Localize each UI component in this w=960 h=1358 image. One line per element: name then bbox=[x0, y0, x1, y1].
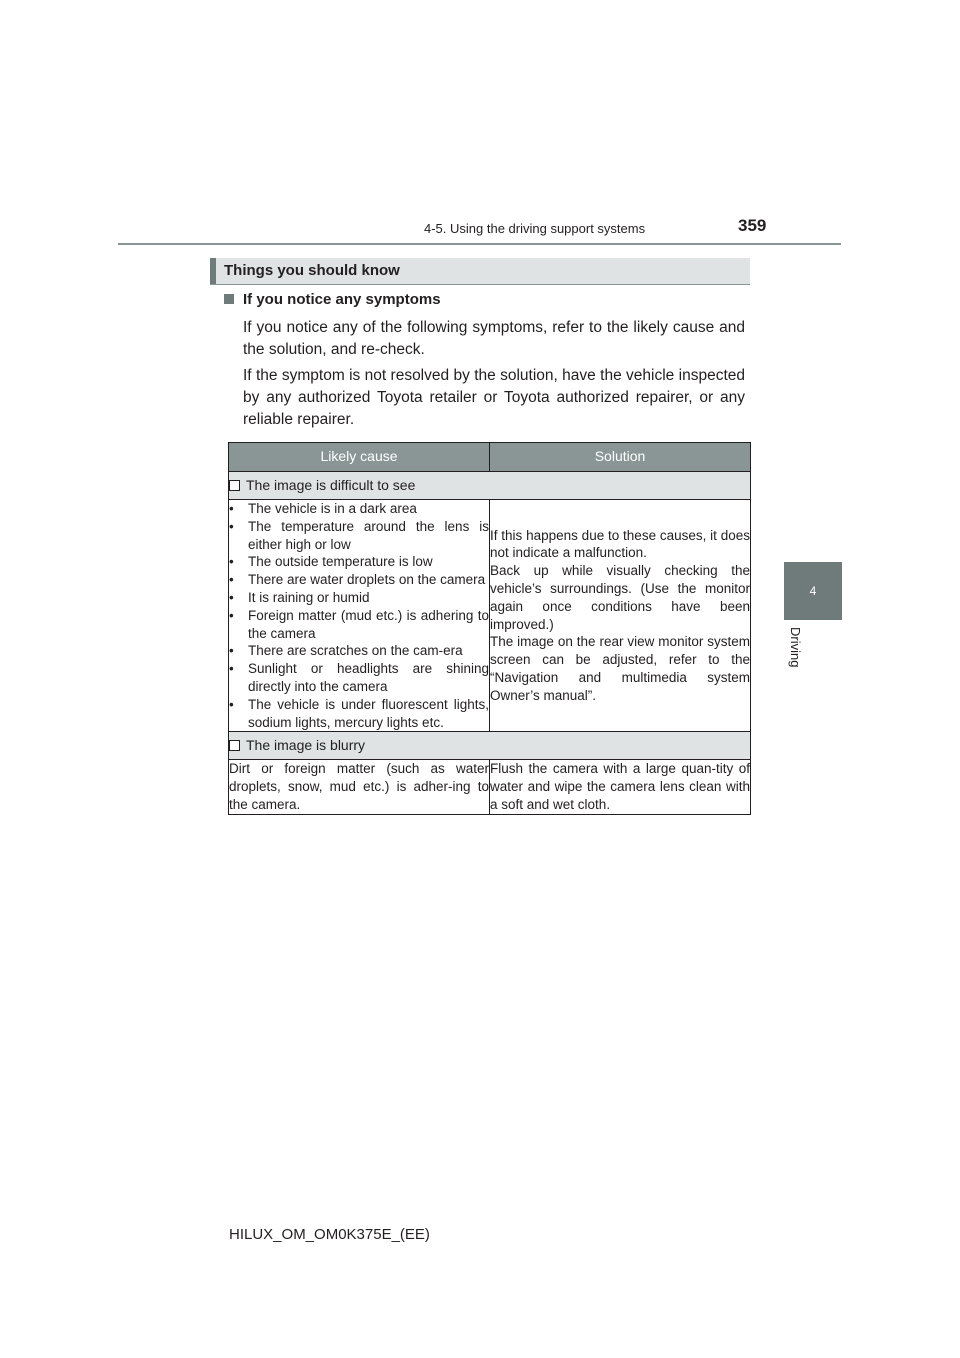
group-title: The image is difficult to see bbox=[246, 476, 416, 493]
cause-text: The vehicle is under fluorescent lights, sodium lights, mercury lights etc. bbox=[248, 696, 489, 730]
table-row bbox=[229, 760, 751, 814]
cause-text: The temperature around the lens is either high or low bbox=[248, 518, 489, 552]
list-item: • The outside temperature is low bbox=[229, 554, 433, 570]
header-rule bbox=[118, 243, 841, 245]
checkbox-icon bbox=[229, 740, 240, 751]
list-item: • It is raining or humid bbox=[229, 589, 370, 605]
group-title-cell bbox=[229, 472, 751, 500]
repair-paragraph: If the symptom is not resolved by the solution, have the vehicle inspected by any authorized Toyota retailer or Toyota authorized repairer, or any reliable repairer. bbox=[243, 367, 745, 428]
solution-line: Back up while visually checking the vehicle’s surroundings. (Use the monitor again once conditions have been improved.) bbox=[490, 563, 750, 632]
column-header-solution: Solution bbox=[490, 443, 751, 472]
symptom-table bbox=[228, 442, 751, 815]
solution-cell: Flush the camera with a large quan-tity of water and wipe the camera lens clean with a soft and wet cloth. bbox=[490, 760, 751, 814]
solution-line: If this happens due to these causes, it does not indicate a malfunction. bbox=[490, 527, 750, 561]
table-header-row bbox=[229, 443, 751, 472]
page-number: 359 bbox=[738, 216, 767, 235]
list-item: • Sunlight or headlights are shining directly into the camera bbox=[229, 661, 489, 694]
square-bullet-icon bbox=[224, 294, 234, 304]
header-section-title: 4-5. Using the driving support systems bbox=[424, 221, 646, 236]
sub-heading-text: If you notice any symptoms bbox=[243, 291, 441, 308]
heading-accent bbox=[210, 258, 216, 284]
cause-text: Foreign matter (mud etc.) is adhering to the camera bbox=[248, 607, 489, 641]
group-row-difficult bbox=[229, 472, 751, 500]
list-item: • The vehicle is under fluorescent lights, sodium lights, mercury lights etc. bbox=[229, 696, 489, 730]
chapter-label: Driving bbox=[788, 627, 803, 668]
list-item: • There are water droplets on the camera bbox=[229, 572, 486, 588]
cause-text: There are water droplets on the camera bbox=[248, 572, 486, 588]
group-row-blurry bbox=[229, 732, 751, 760]
solution-cell bbox=[490, 500, 751, 732]
section-heading: Things you should know bbox=[224, 262, 400, 279]
chapter-number: 4 bbox=[809, 584, 817, 598]
section-heading-bar bbox=[210, 258, 750, 285]
group-title: The image is blurry bbox=[246, 736, 366, 753]
intro-paragraph: If you notice any of the following symptoms, refer to the likely cause and the solution, and re-check. bbox=[243, 319, 745, 358]
table-row bbox=[229, 500, 751, 732]
list-item: • The vehicle is in a dark area bbox=[229, 501, 417, 516]
cause-cell: Dirt or foreign matter (such as water droplets, snow, mud etc.) is adher-ing to the camera. bbox=[229, 760, 490, 814]
cause-list bbox=[229, 500, 489, 731]
cause-text: The outside temperature is low bbox=[248, 554, 433, 570]
cause-text: The vehicle is in a dark area bbox=[248, 501, 417, 516]
cause-text: It is raining or humid bbox=[248, 589, 370, 605]
cause-text: There are scratches on the cam-era bbox=[248, 643, 463, 659]
checkbox-icon bbox=[229, 480, 240, 491]
cause-text: Sunlight or headlights are shining directly into the camera bbox=[248, 661, 489, 694]
group-title-cell bbox=[229, 732, 751, 760]
list-item: • There are scratches on the cam-era bbox=[229, 643, 463, 659]
list-item: • The temperature around the lens is either high or low bbox=[229, 518, 489, 552]
solution-line: The image on the rear view monitor system screen can be adjusted, refer to the “Navigation and multimedia system Owner’s manual”. bbox=[490, 634, 750, 703]
column-header-likely-cause: Likely cause bbox=[229, 443, 490, 472]
list-item: • Foreign matter (mud etc.) is adhering to the camera bbox=[229, 607, 489, 641]
cause-cell bbox=[229, 500, 490, 732]
sub-heading bbox=[224, 291, 441, 308]
footer-document-code: HILUX_OM_OM0K375E_(EE) bbox=[229, 1226, 430, 1243]
chapter-tab bbox=[784, 562, 842, 620]
